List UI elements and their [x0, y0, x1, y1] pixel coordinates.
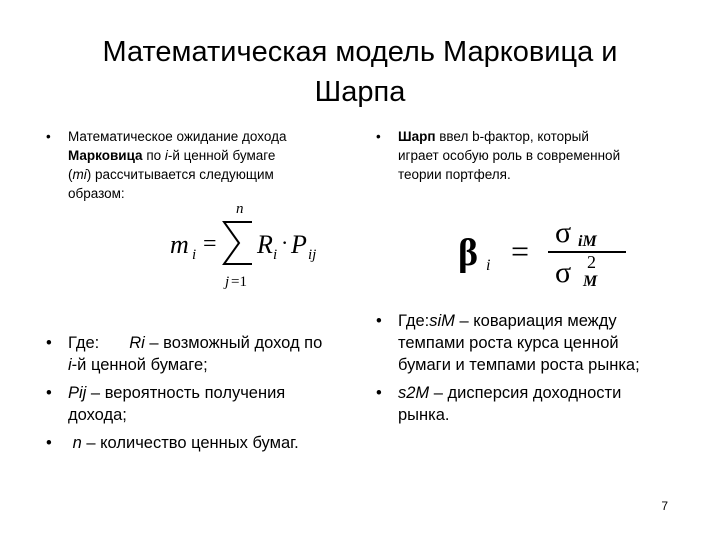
def-n-line-1	[68, 432, 356, 454]
sharpe-line-2: играет особую роль в современной	[398, 148, 621, 163]
sigma-icon	[224, 222, 252, 264]
def-sim-line-3: бумаги и темпами роста рынка;	[398, 356, 640, 374]
intro-line-1: Математическое ожидание дохода	[68, 129, 287, 144]
right-definitions	[376, 310, 676, 426]
formula-den-sup: 2	[587, 252, 596, 272]
var-n: n	[72, 434, 82, 452]
formula-num-sigma: σ	[555, 216, 572, 249]
paren: (	[68, 167, 73, 182]
def-text: -й ценной бумаге;	[71, 356, 208, 374]
bullet: •	[46, 129, 51, 144]
var-i: i	[68, 356, 72, 374]
def-pij	[46, 382, 356, 426]
def-n	[46, 432, 356, 454]
formula-eq: =	[511, 233, 530, 269]
intro-text: ) рассчитывается следующим	[86, 167, 274, 182]
bullet: •	[46, 334, 52, 352]
title-line-1: Математическая модель Марковица и	[102, 36, 618, 68]
formula-upper-n: n	[236, 201, 244, 217]
formula-lower-eq: =1	[231, 274, 247, 290]
var-i: i	[164, 148, 168, 163]
def-text: – количество ценных бумаг.	[81, 434, 299, 452]
def-text: – дисперсия доходности	[429, 384, 622, 402]
def-text: – возможный доход по	[144, 334, 323, 352]
def-ri	[46, 332, 356, 376]
markowitz-name: Марковица	[68, 148, 143, 163]
formula-P-sub: ij	[308, 247, 317, 263]
bullet: •	[46, 384, 52, 402]
title-line-2: Шарпа	[314, 76, 406, 108]
bullet: •	[376, 312, 382, 330]
markowitz-formula	[168, 198, 328, 296]
def-sim-line-1	[398, 310, 676, 332]
where-label: Где:	[68, 334, 100, 352]
intro-text: по	[142, 148, 165, 163]
formula-beta-sub: i	[486, 257, 491, 274]
var-ri: Ri	[129, 334, 145, 352]
var-mi: mi	[72, 167, 87, 182]
intro-line-3	[68, 165, 346, 184]
intro-line-4: образом:	[68, 186, 125, 201]
def-s2m-line-2: рынка.	[398, 406, 450, 424]
formula-den-sigma: σ	[555, 256, 572, 289]
right-intro	[376, 127, 676, 184]
sharpe-line-1	[398, 127, 676, 146]
def-s2m-line-1	[398, 382, 676, 404]
formula-R-sub: i	[273, 247, 278, 263]
right-intro-item	[376, 127, 676, 184]
def-pij-line-1	[68, 382, 356, 404]
intro-line-2	[68, 146, 346, 165]
slide-title	[40, 32, 680, 112]
bullet: •	[46, 434, 52, 452]
intro-text: -й ценной бумаге	[167, 148, 276, 163]
def-pij-line-2: дохода;	[68, 406, 127, 424]
sharpe-line-3: теории портфеля.	[398, 167, 511, 182]
def-ri-line-2	[68, 354, 356, 376]
def-text: – вероятность получения	[86, 384, 286, 402]
formula-den-sub: M	[583, 273, 598, 290]
formula-dot: ·	[281, 230, 289, 255]
formula-num-sub: iM	[578, 233, 597, 250]
page-number: 7	[661, 499, 668, 513]
sharpe-name: Шарп	[398, 129, 436, 144]
left-intro	[46, 127, 346, 203]
formula-P: P	[291, 230, 307, 259]
def-sim	[376, 310, 676, 376]
def-text: – ковариация между	[454, 312, 617, 330]
bullet: •	[376, 384, 382, 402]
formula-beta: β	[458, 232, 479, 274]
left-definitions	[46, 332, 356, 454]
formula-lower-j: j	[225, 274, 230, 290]
var-sim: siM	[429, 312, 455, 330]
bullet: •	[376, 129, 381, 144]
sharpe-formula	[456, 212, 646, 292]
formula-m: m	[170, 230, 189, 259]
def-s2m	[376, 382, 676, 426]
var-pij: Pij	[68, 384, 87, 402]
formula-sub-i: i	[192, 247, 197, 263]
formula-R: R	[257, 230, 273, 259]
formula-eq: =	[203, 231, 217, 257]
where-label: Где:	[398, 312, 430, 330]
var-s2m: s2M	[398, 384, 430, 402]
def-ri-line-1	[68, 332, 356, 354]
left-intro-item	[46, 127, 346, 203]
intro-text: ввел b-фактор, который	[435, 129, 589, 144]
def-sim-line-2: темпами роста курса ценной	[398, 334, 619, 352]
